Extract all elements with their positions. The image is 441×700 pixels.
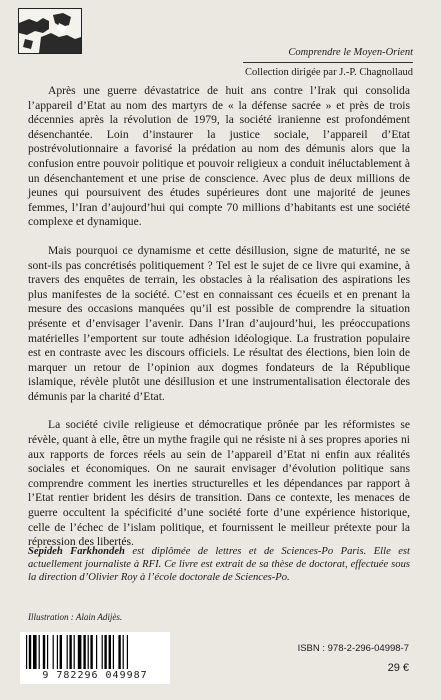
- middle-east-map-logo: [18, 8, 82, 54]
- back-cover-text: [28, 84, 410, 564]
- paragraph-1: Après une guerre dévastatrice de huit ans contre l’Irak qui consolida l’appareil d’Etat au nom des martyrs de « la défense sacrée » et près de trois décennies après la révolution de 1979, la société iranienne est profondément désenchantée. Loin d’instaurer la justice sociale, l’appareil d’Etat postrévolutionnaire a favorisé la prédation au nom des démunis alors que la confusion entre pouvoir politique et pouvoir religieux a conduit inéluctablement à un désenchantement et une prise de conscience. Avec plus de deux millions de jeunes qui poursuivent des études supérieures dont une majorité de jeunes femmes, l’Iran d’aujourd’hui qui compte 70 millions d’habitants est une société complexe et dynamique.: [28, 84, 410, 229]
- price: 29 €: [387, 662, 409, 674]
- isbn: ISBN : 978-2-296-04998-7: [297, 643, 409, 654]
- paragraph-3: La société civile religieuse et démocratique prônée par les réformistes se révèle, quant à elle, être un mythe fragile qui ne résiste ni à ses propres apories ni aux rapports de forces réels au sein de l’appareil d’Etat ni enfin aux réalités sociales et économiques. On ne saurait envisager d’évolution politique sans comprendre comment les inerties structurelles et les dépendances par rapport à l’Etat rentier brident les désirs de transition. Dans ce contexte, les menaces de guerre occultent la spécificité d’une société forte d’une expérience historique, celle de l’échec de l’islam politique, et fournissent le meilleur prétexte pour la répression des libertés.: [28, 418, 410, 549]
- author-bio: [28, 545, 410, 585]
- barcode-digits: 9 782296 049987: [42, 670, 148, 681]
- author-bio-text: est diplômée de lettres et de Sciences-Po Paris. Elle est actuellement journaliste à RFI. Ce livre est extrait de sa thèse de doctorat, effectuée sous la direction d’Olivier Roy à l’école doctorale de Sciences-Po.: [28, 546, 410, 584]
- paragraph-2: Mais pourquoi ce dynamisme et cette désillusion, signe de maturité, ne se sont-ils pas concrétisés politiquement ? Tel est le sujet de ce livre qui examine, à travers des enquêtes de terrain, les obstacles à la réalisation des aspirations les plus manifestes de la société. C’est en connaissant ces écueils et en prenant la mesure des occasions manquées qu’il est possible de comprendre la situation présente et d’envisager l’avenir. Dans l’Iran d’aujourd’hui, les préoccupations matérielles l’emportent sur toute adhésion idéologique. La frustration populaire est en contraste avec les discours officiels. Le résultat des élections, bien loin de marquer un retour de l’opinion aux dogmes fondateurs de la République islamique, révèle plutôt une désillusion et une instrumentalisation électorale des démunis par la charité d’Etat.: [28, 243, 410, 403]
- barcode: [20, 632, 170, 684]
- series-title: Comprendre le Moyen-Orient: [288, 47, 413, 58]
- series-director: Collection dirigée par J.-P. Chagnollaud: [245, 67, 413, 78]
- illustration-credit: Illustration : Alain Adijès.: [28, 612, 123, 622]
- series-header: [243, 46, 413, 80]
- series-divider: [243, 62, 413, 63]
- author-name: Sepideh Farkhondeh: [28, 546, 125, 557]
- barcode-bars: [24, 635, 166, 669]
